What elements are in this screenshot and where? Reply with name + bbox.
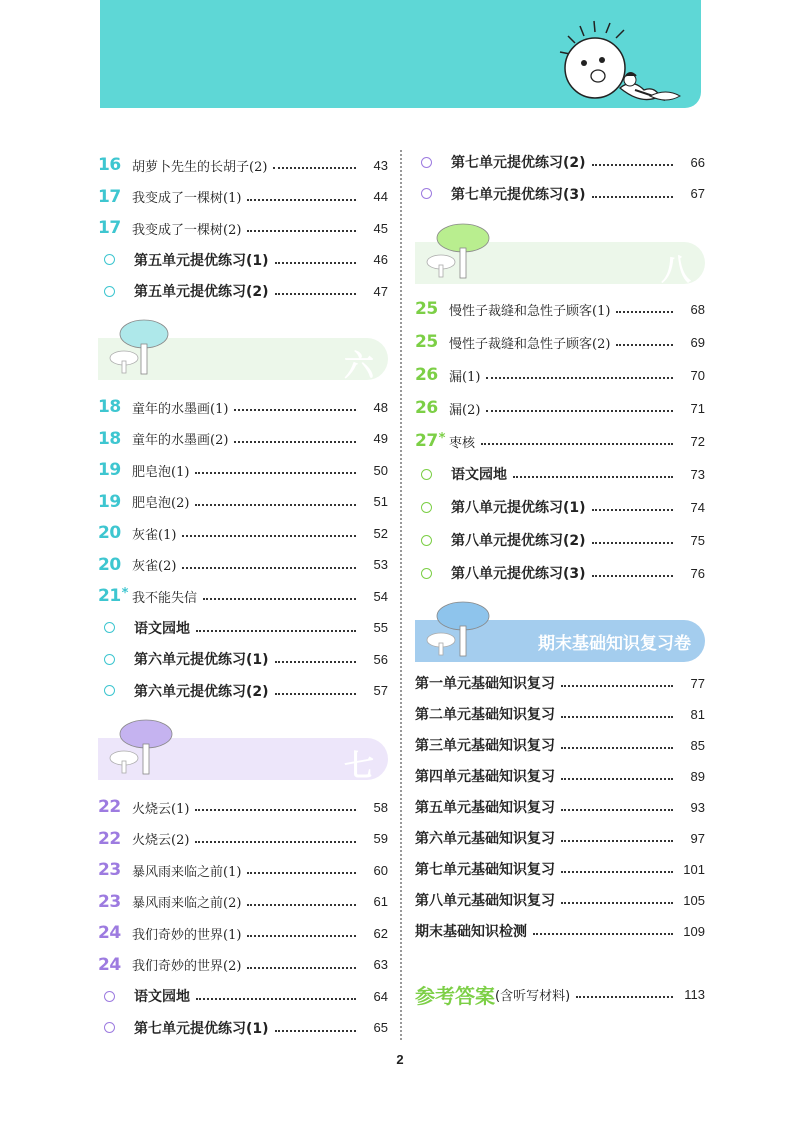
entry-title: 第六单元提优练习(2) xyxy=(134,683,269,700)
entry-title: 第四单元基础知识复习 xyxy=(415,769,555,785)
section-label: 期末基础知识复习卷 xyxy=(538,634,691,654)
leader-dots xyxy=(275,693,356,695)
lesson-number: 22 xyxy=(98,797,121,817)
entry-title: 暴风雨来临之前(1) xyxy=(132,864,242,880)
toc-entry[interactable] xyxy=(98,395,388,419)
entry-title: 第二单元基础知识复习 xyxy=(415,707,555,723)
toc-entry[interactable] xyxy=(98,890,388,914)
section-char: 七 xyxy=(344,749,374,784)
page-number: 56 xyxy=(373,651,388,667)
toc-entry[interactable] xyxy=(415,919,705,943)
entry-title: 肥皂泡(2) xyxy=(132,496,190,511)
leader-dots xyxy=(195,809,356,811)
circle-bullet-icon xyxy=(421,535,432,546)
toc-entry[interactable] xyxy=(415,733,705,757)
entry-title: 火烧云(1) xyxy=(132,801,190,817)
toc-entry[interactable] xyxy=(415,297,705,321)
toc-entry[interactable] xyxy=(98,427,388,451)
lesson-number: 19 xyxy=(98,460,121,480)
page-number: 60 xyxy=(373,862,388,878)
leader-dots xyxy=(561,871,673,873)
leader-dots xyxy=(273,167,356,169)
leader-dots xyxy=(592,575,673,577)
leader-dots xyxy=(247,904,356,906)
leader-dots xyxy=(203,598,356,600)
page-number: 43 xyxy=(373,157,388,173)
page-number: 81 xyxy=(690,706,705,722)
toc-entry[interactable] xyxy=(98,921,388,945)
lesson-number: 24 xyxy=(98,923,121,943)
entry-title: 胡萝卜先生的长胡子(2) xyxy=(132,159,268,175)
leader-dots xyxy=(486,377,673,379)
leader-dots xyxy=(247,967,356,969)
leader-dots xyxy=(576,996,673,998)
mushroom-icon xyxy=(106,716,176,776)
entry-title: 第七单元提优练习(2) xyxy=(451,155,586,171)
entry-title: 慢性子裁缝和急性子顾客(2) xyxy=(449,336,611,352)
leader-dots xyxy=(247,872,356,874)
toc-entry[interactable] xyxy=(98,1016,388,1040)
leader-dots xyxy=(275,293,356,295)
entry-title: 第三单元基础知识复习 xyxy=(415,738,555,754)
toc-entry[interactable] xyxy=(98,185,388,209)
entry-title: 语文园地 xyxy=(451,467,507,483)
toc-entry[interactable] xyxy=(415,671,705,695)
leader-dots xyxy=(561,809,673,811)
lesson-number: 26 xyxy=(415,365,438,385)
entry-title: 第八单元提优练习(1) xyxy=(451,500,586,516)
leader-dots xyxy=(195,504,356,506)
toc-entry[interactable] xyxy=(415,429,705,453)
leader-dots xyxy=(592,164,673,166)
answers-subtitle: (含听写材料) xyxy=(495,988,571,1004)
page-number: 75 xyxy=(690,532,705,548)
toc-entry[interactable] xyxy=(415,764,705,788)
circle-bullet-icon xyxy=(104,254,115,265)
toc-entry[interactable] xyxy=(98,827,388,851)
entry-title: 第六单元提优练习(1) xyxy=(134,652,269,668)
leader-dots xyxy=(196,630,356,632)
column-divider xyxy=(400,150,402,1040)
page-number: 74 xyxy=(690,499,705,515)
toc-entry[interactable] xyxy=(415,150,705,174)
entry-title: 语文园地 xyxy=(134,989,190,1005)
page-number: 68 xyxy=(690,301,705,317)
page-number: 51 xyxy=(373,494,388,509)
circle-bullet-icon xyxy=(421,157,432,168)
page-number: 45 xyxy=(373,220,388,236)
toc-entry[interactable] xyxy=(415,702,705,726)
lesson-number: 27* xyxy=(415,431,445,451)
lesson-number: 17 xyxy=(98,186,121,207)
entry-title: 第七单元提优练习(1) xyxy=(134,1020,269,1037)
entry-title: 第七单元提优练习(3) xyxy=(451,186,586,203)
entry-title: 火烧云(2) xyxy=(132,833,190,848)
entry-title: 我变成了一棵树(1) xyxy=(132,191,242,206)
toc-entry[interactable] xyxy=(98,216,388,240)
toc-entry[interactable] xyxy=(98,795,388,819)
page-number: 64 xyxy=(373,988,388,1004)
leader-dots xyxy=(616,311,673,313)
entry-title: 第八单元基础知识复习 xyxy=(415,893,555,909)
entry-title: 第一单元基础知识复习 xyxy=(415,676,555,692)
toc-entry[interactable] xyxy=(98,858,388,882)
answers-entry[interactable] xyxy=(415,980,705,1008)
leader-dots xyxy=(275,661,356,663)
page-number: 89 xyxy=(690,768,705,784)
leader-dots xyxy=(195,472,356,474)
leader-dots xyxy=(234,441,356,443)
page-number: 85 xyxy=(690,737,705,753)
lesson-number: 17 xyxy=(98,218,121,238)
page-number: 62 xyxy=(373,925,388,941)
entry-title: 枣核 xyxy=(449,435,476,451)
mushroom-icon xyxy=(106,316,176,376)
page-footer-number: 2 xyxy=(396,1052,404,1067)
entry-title: 第五单元提优练习(1) xyxy=(134,252,269,269)
page-number: 57 xyxy=(373,683,388,698)
leader-dots xyxy=(513,476,673,478)
entry-title: 我们奇妙的世界(1) xyxy=(132,927,242,943)
toc-entry[interactable] xyxy=(415,182,705,206)
leader-dots xyxy=(561,685,673,687)
circle-bullet-icon xyxy=(421,568,432,579)
lesson-number: 20 xyxy=(98,554,121,575)
toc-entry[interactable] xyxy=(98,248,388,272)
leader-dots xyxy=(275,1030,356,1032)
lesson-number: 19 xyxy=(98,491,121,512)
circle-bullet-icon xyxy=(421,469,432,480)
page-number: 44 xyxy=(373,189,388,204)
page-number: 50 xyxy=(373,462,388,478)
lesson-number: 23 xyxy=(98,860,121,880)
section-char: 六 xyxy=(344,349,374,384)
leader-dots xyxy=(616,344,673,346)
lesson-number: 16 xyxy=(98,155,121,175)
leader-dots xyxy=(533,933,673,935)
toc-entry[interactable] xyxy=(98,553,388,577)
leader-dots xyxy=(592,196,673,198)
entry-title: 第八单元提优练习(3) xyxy=(451,566,586,582)
toc-entry[interactable] xyxy=(415,795,705,819)
leader-dots xyxy=(486,410,673,412)
entry-title: 语文园地 xyxy=(134,620,190,637)
lesson-number: 23 xyxy=(98,891,121,912)
page-number: 67 xyxy=(690,186,705,201)
page-number: 65 xyxy=(373,1020,388,1035)
leader-dots xyxy=(234,409,356,411)
page-number: 109 xyxy=(683,923,705,939)
page-number: 55 xyxy=(373,620,388,635)
section-header-6 xyxy=(98,338,388,384)
entry-title: 第五单元提优练习(2) xyxy=(134,284,269,300)
lesson-number: 20 xyxy=(98,523,121,543)
circle-bullet-icon xyxy=(421,188,432,199)
lesson-number: 21* xyxy=(98,586,128,606)
leader-dots xyxy=(561,778,673,780)
leader-dots xyxy=(481,443,673,445)
toc-entry[interactable] xyxy=(415,857,705,881)
entry-title: 第七单元基础知识复习 xyxy=(415,862,555,878)
mushroom-icon xyxy=(423,220,493,280)
circle-bullet-icon xyxy=(421,502,432,513)
page-number: 49 xyxy=(373,431,388,446)
toc-entry[interactable] xyxy=(415,330,705,354)
leader-dots xyxy=(275,262,356,264)
section-char: 八 xyxy=(661,253,691,288)
toc-entry[interactable] xyxy=(98,279,388,303)
toc-entry[interactable] xyxy=(415,528,705,552)
section-header-7 xyxy=(98,738,388,784)
page-number: 73 xyxy=(690,466,705,482)
toc-entry[interactable] xyxy=(415,561,705,585)
page-number: 70 xyxy=(690,367,705,383)
circle-bullet-icon xyxy=(104,622,115,633)
lesson-number: 24 xyxy=(98,954,121,975)
page-number: 105 xyxy=(683,892,705,908)
page-number: 113 xyxy=(684,986,705,1002)
lesson-number: 22 xyxy=(98,828,121,849)
leader-dots xyxy=(247,230,356,232)
page-number: 93 xyxy=(690,799,705,815)
entry-title: 暴风雨来临之前(2) xyxy=(132,896,242,911)
entry-title: 期末基础知识检测 xyxy=(415,924,527,940)
page-number: 76 xyxy=(690,565,705,581)
page-number: 58 xyxy=(373,799,388,815)
entry-title: 灰雀(1) xyxy=(132,527,177,543)
toc-entry[interactable] xyxy=(415,826,705,850)
page-number: 101 xyxy=(683,861,705,877)
circle-bullet-icon xyxy=(104,1022,115,1033)
toc-entry[interactable] xyxy=(98,490,388,514)
page-number: 69 xyxy=(690,334,705,350)
entry-title: 慢性子裁缝和急性子顾客(1) xyxy=(449,303,611,319)
page-number: 46 xyxy=(373,252,388,267)
entry-title: 我们奇妙的世界(2) xyxy=(132,959,242,974)
lesson-number: 25 xyxy=(415,332,438,352)
toc-entry[interactable] xyxy=(98,953,388,977)
entry-title: 第六单元基础知识复习 xyxy=(415,831,555,847)
page-number: 97 xyxy=(690,830,705,846)
mushroom-icon xyxy=(423,598,493,658)
page-number: 61 xyxy=(373,894,388,909)
leader-dots xyxy=(247,199,356,201)
lesson-number: 25 xyxy=(415,299,438,319)
optional-star: * xyxy=(438,431,445,446)
circle-bullet-icon xyxy=(104,654,115,665)
leader-dots xyxy=(195,841,356,843)
page-number: 47 xyxy=(373,283,388,299)
leader-dots xyxy=(561,716,673,718)
leader-dots xyxy=(592,509,673,511)
optional-star: * xyxy=(121,586,128,601)
page-number: 52 xyxy=(373,525,388,541)
page-number: 71 xyxy=(690,400,705,416)
leader-dots xyxy=(182,567,356,569)
entry-title: 我变成了一棵树(2) xyxy=(132,222,242,238)
toc-entry[interactable] xyxy=(98,153,388,177)
toc-entry[interactable] xyxy=(415,495,705,519)
page-number: 66 xyxy=(690,154,705,170)
page-number: 72 xyxy=(690,433,705,449)
leader-dots xyxy=(561,747,673,749)
toc-entry[interactable] xyxy=(98,616,388,640)
section-header-8 xyxy=(415,242,705,288)
section-header-final xyxy=(415,620,705,662)
entry-title: 肥皂泡(1) xyxy=(132,464,190,480)
leader-dots xyxy=(561,840,673,842)
toc-entry[interactable] xyxy=(98,647,388,671)
entry-title: 第八单元提优练习(2) xyxy=(451,533,586,549)
entry-title: 童年的水墨画(1) xyxy=(132,401,229,417)
left-column xyxy=(98,0,388,1125)
leader-dots xyxy=(592,542,673,544)
entry-title: 第五单元基础知识复习 xyxy=(415,800,555,816)
circle-bullet-icon xyxy=(104,991,115,1002)
toc-entry[interactable] xyxy=(415,396,705,420)
page-number: 54 xyxy=(373,588,388,604)
page-number: 59 xyxy=(373,831,388,846)
leader-dots xyxy=(247,935,356,937)
lesson-number: 18 xyxy=(98,397,121,417)
page-number: 77 xyxy=(690,675,705,691)
toc-entry[interactable] xyxy=(98,521,388,545)
answers-title: 参考答案 xyxy=(415,983,495,1008)
right-column xyxy=(415,0,705,1125)
lesson-number: 18 xyxy=(98,428,121,449)
entry-title: 漏(1) xyxy=(449,369,481,385)
lesson-number: 26 xyxy=(415,398,438,418)
toc-entry[interactable] xyxy=(98,458,388,482)
page-number: 63 xyxy=(373,957,388,972)
toc-entry[interactable] xyxy=(98,584,388,608)
toc-entry[interactable] xyxy=(415,888,705,912)
leader-dots xyxy=(561,902,673,904)
circle-bullet-icon xyxy=(104,286,115,297)
toc-entry[interactable] xyxy=(415,462,705,486)
page-number: 53 xyxy=(373,557,388,572)
toc-entry[interactable] xyxy=(98,679,388,703)
entry-title: 漏(2) xyxy=(449,402,481,418)
leader-dots xyxy=(196,998,356,1000)
toc-entry[interactable] xyxy=(98,984,388,1008)
page-number: 48 xyxy=(373,399,388,415)
entry-title: 我不能失信 xyxy=(132,590,198,606)
circle-bullet-icon xyxy=(104,685,115,696)
entry-title: 灰雀(2) xyxy=(132,559,177,574)
leader-dots xyxy=(182,535,356,537)
toc-entry[interactable] xyxy=(415,363,705,387)
entry-title: 童年的水墨画(2) xyxy=(132,433,229,448)
